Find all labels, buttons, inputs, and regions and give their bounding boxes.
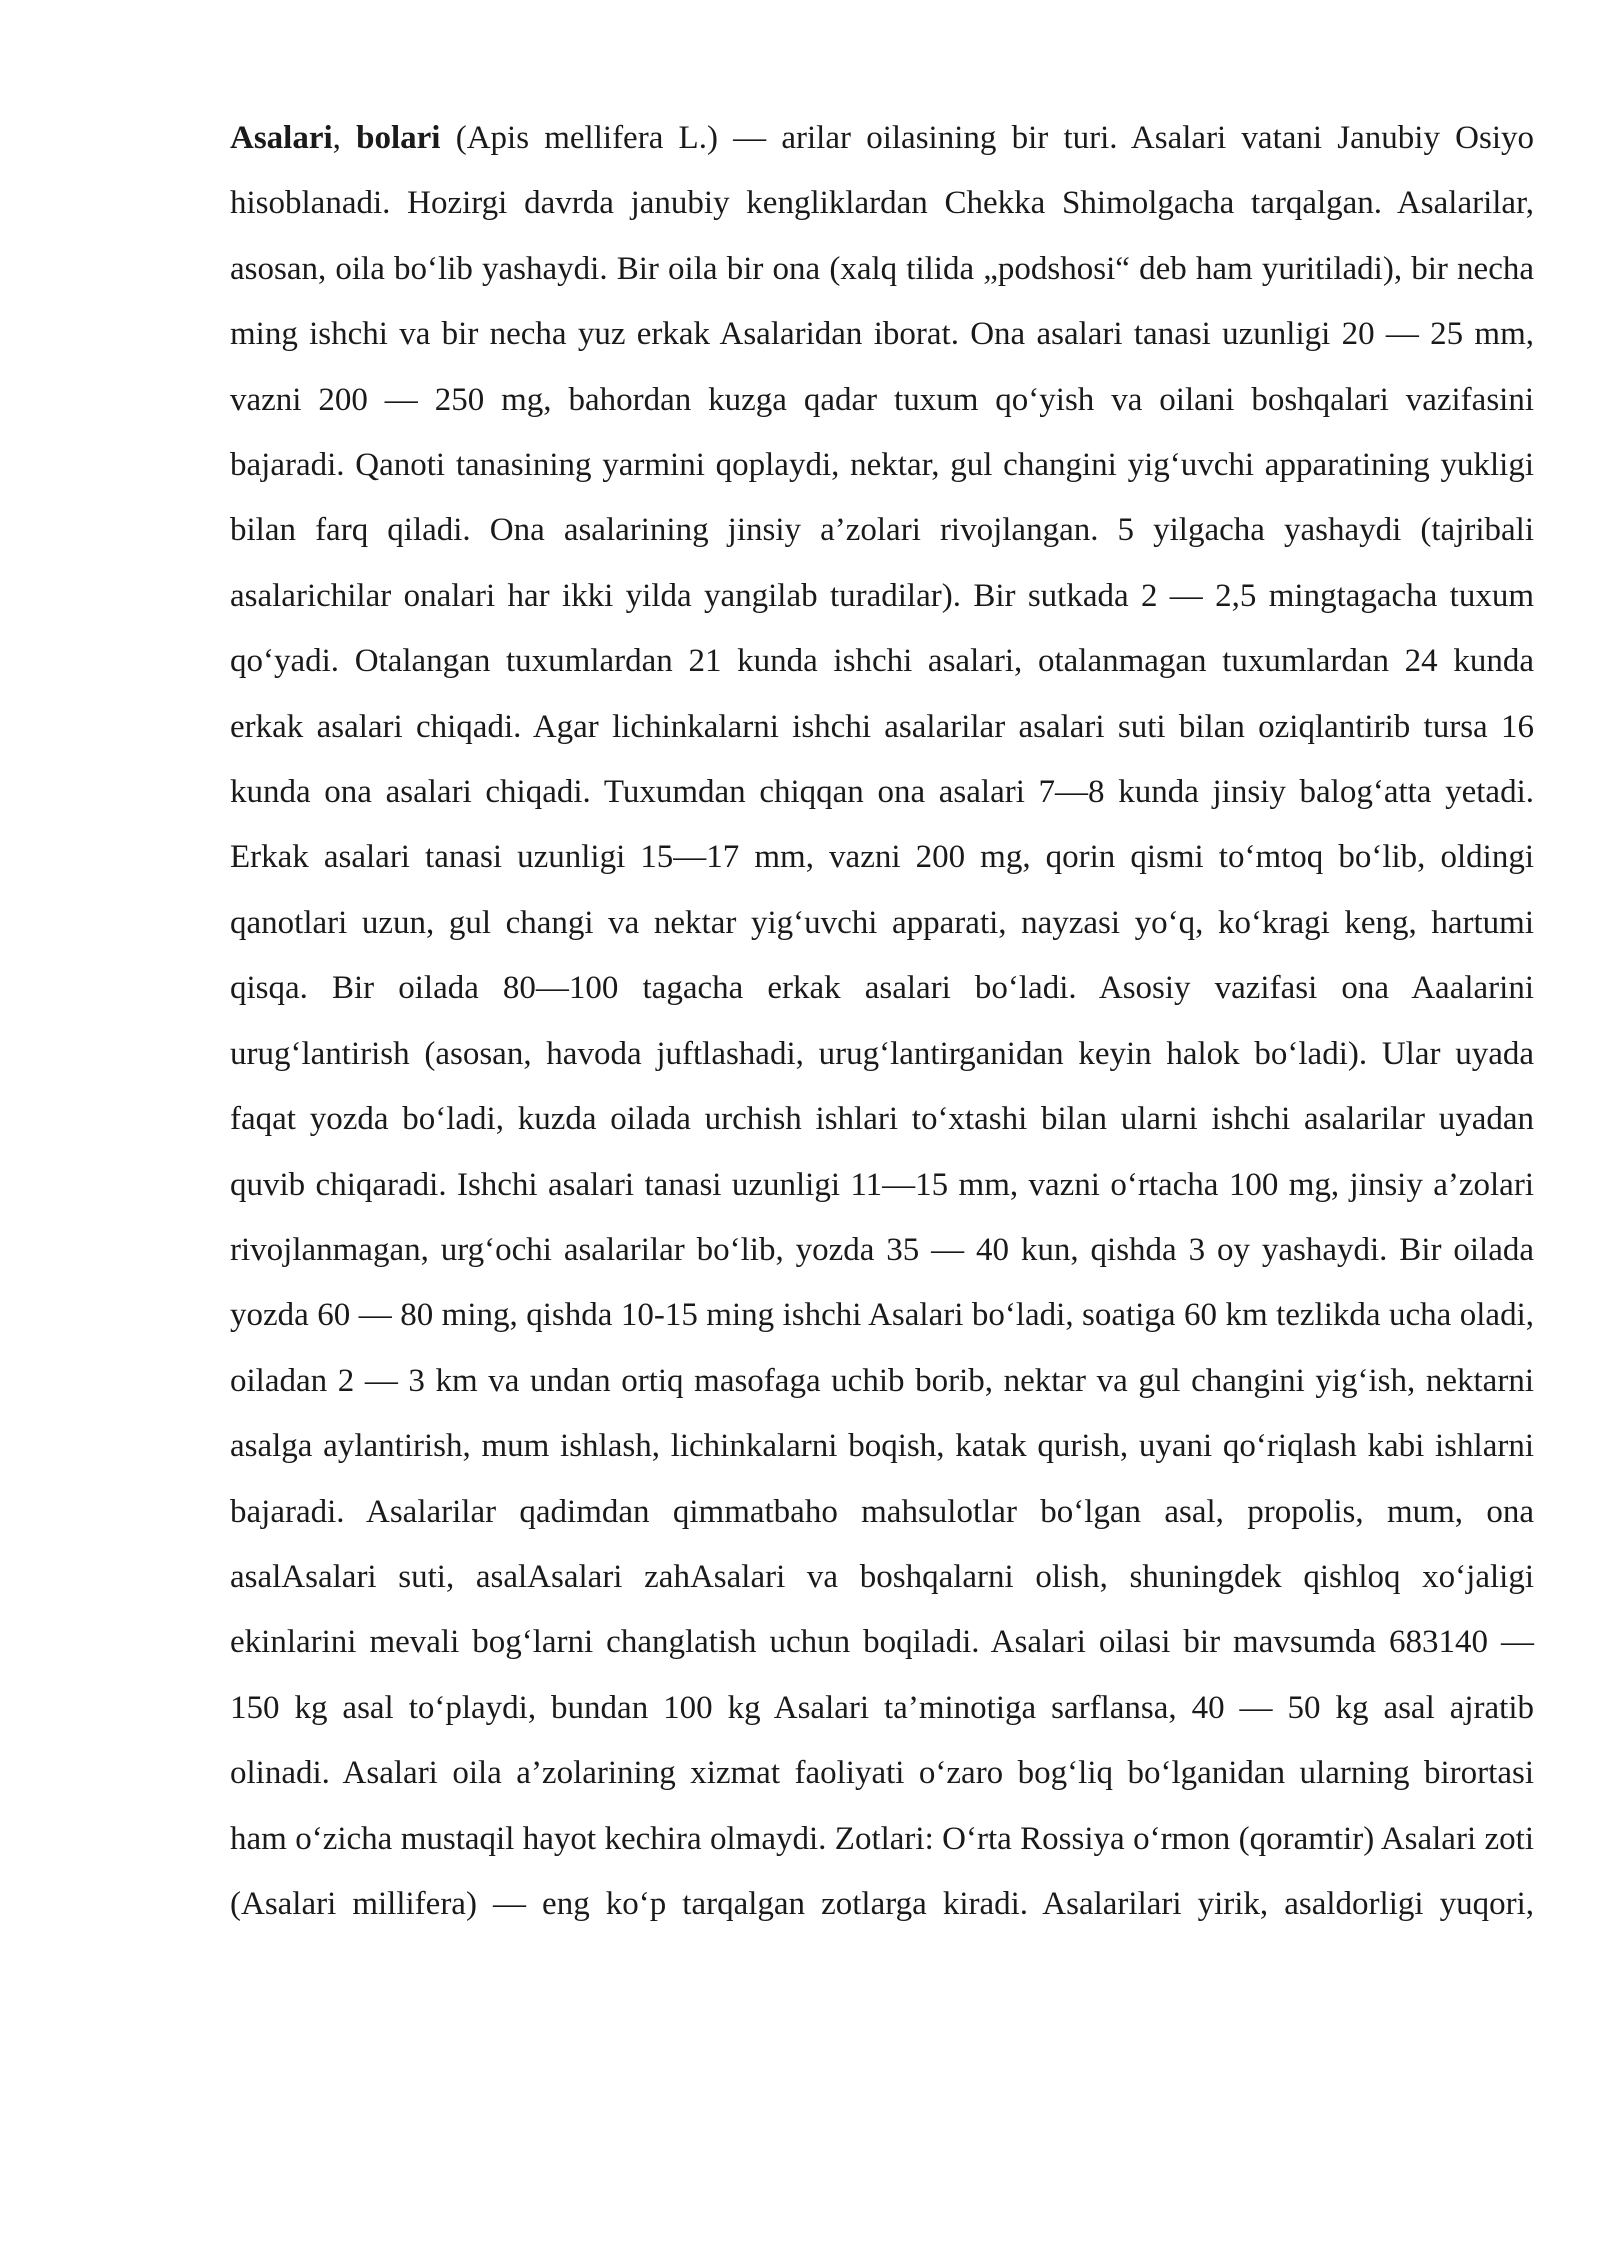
article-paragraph (230, 106, 1534, 1937)
term-separator: , (332, 120, 357, 156)
article-body-text: (Apis mellifera L.) — arilar oilasining bir turi. Asalari vatani Janubiy Osiyo hisoblanadi. Hozirgi davrda janubiy kengliklardan Chekka Shimolgacha tarqalgan. Asalarilar, asosan, oila bo‘lib yashaydi. Bir oila bir ona (xalq tilida „podshosi“ deb ham yuritiladi), bir necha ming ishchi va bir necha yuz erkak Asalaridan iborat. Ona asalari tanasi uzunligi 20 — 25 mm, vazni 200 — 250 mg, bahordan kuzga qadar tuxum qo‘yish va oilani boshqalari vazifasini bajaradi. Qanoti tanasining yarmini qoplaydi, nektar, gul changini yig‘uvchi apparatining yukligi bilan farq qiladi. Ona asalarining jinsiy a’zolari rivojlangan. 5 yilgacha yashaydi (tajribali asalarichilar onalari har ikki yilda yangilab turadilar). Bir sutkada 2 — 2,5 mingtagacha tuxum qo‘yadi. Otalangan tuxumlardan 21 kunda ishchi asalari, otalanmagan tuxumlardan 24 kunda erkak asalari chiqadi. Agar lichinkalarni ishchi asalarilar asalari suti bilan oziqlantirib tursa 16 kunda ona asalari chiqadi. Tuxumdan chiqqan ona asalari 7—8 kunda jinsiy balog‘atta yetadi. Erkak asalari tanasi uzunligi 15—17 mm, vazni 200 mg, qorin qismi to‘mtoq bo‘lib, oldingi qanotlari uzun, gul changi va nektar yig‘uvchi apparati, nayzasi yo‘q, ko‘kragi keng, hartumi qisqa. Bir oilada 80—100 tagacha erkak asalari bo‘ladi. Asosiy vazifasi ona Aaalarini urug‘lantirish (asosan, havoda juftlashadi, urug‘lantirganidan keyin halok bo‘ladi). Ular uyada faqat yozda bo‘ladi, kuzda oilada urchish ishlari to‘xtashi bilan ularni ishchi asalarilar uyadan quvib chiqaradi. Ishchi asalari tanasi uzunligi 11—15 mm, vazni o‘rtacha 100 mg, jinsiy a’zolari rivojlanmagan, urg‘ochi asalarilar bo‘lib, yozda 35 — 40 kun, qishda 3 oy yashaydi. Bir oilada yozda 60 — 80 ming, qishda 10-15 ming ishchi Asalari bo‘ladi, soatiga 60 km tezlikda ucha oladi, oiladan 2 — 3 km va undan ortiq masofaga uchib borib, nektar va gul changini yig‘ish, nektarni asalga aylantirish, mum ishlash, lichinkalarni boqish, katak qurish, uyani qo‘riqlash kabi ishlarni bajaradi. Asalarilar qadimdan qimmatbaho mahsulotlar bo‘lgan asal, propolis, mum, ona asalAsalari suti, asalAsalari zahAsalari va boshqalarni olish, shuningdek qishloq xo‘jaligi ekinlarini mevali bog‘larni changlatish uchun boqiladi. Asalari oilasi bir mavsumda 683140 — 150 kg asal to‘playdi, bundan 100 kg Asalari ta’minotiga sarflansa, 40 — 50 kg asal ajratib olinadi. Asalari oila a’zolarining xizmat faoliyati o‘zaro bog‘liq bo‘lganidan ularning birortasi ham o‘zicha mustaqil hayot kechira olmaydi. Zotlari: O‘rta Rossiya o‘rmon (qoramtir) Asalari zoti (Asalari millifera) — eng ko‘p tarqalgan zotlarga kiradi. Asalarilari yirik, asaldorligi yuqori, (230, 120, 1534, 1922)
term-bolari: bolari (356, 120, 441, 156)
term-asalari: Asalari (230, 120, 333, 156)
